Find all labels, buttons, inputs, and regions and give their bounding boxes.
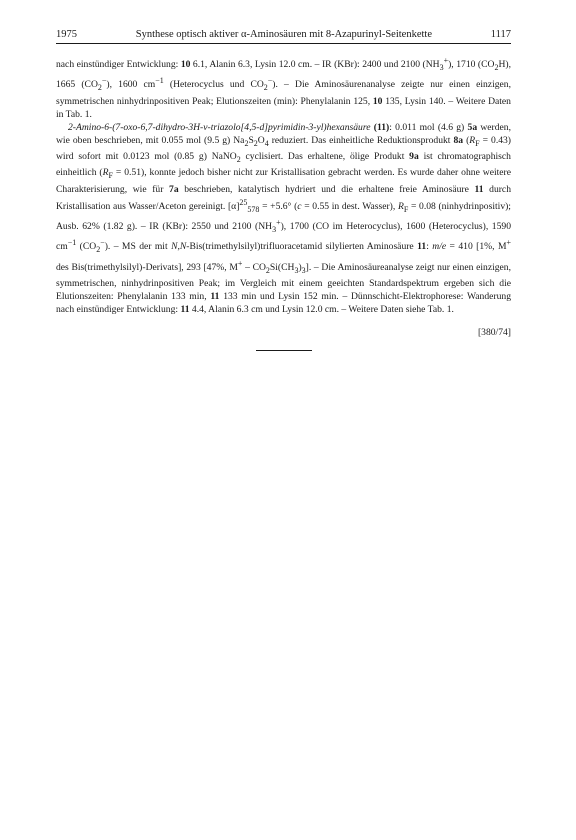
paragraph-continuation: nach einstündiger Entwicklung: 10 6.1, Alanin 6.3, Lysin 12.0 cm. – IR (KBr): 2400 und 2100 $(NH_3^+)$, 1710 $(CO_2H)$, 1665 $(CO_2^-)$, 1600 $cm^{-1}$ (Heterocyclus und $CO_2^-$). – Die Aminosäurenanalyse zeigte nur einen einzigen, symmetrischen ninhydrinpositiven Peak; Elutionszeiten (min): Phenylalanin 125, 10 135, Lysin 140. – Weitere Daten in Tab. 1. xyxy=(56,56,511,120)
journal-year: 1975 xyxy=(56,29,77,40)
compound-ref: 8a xyxy=(453,135,464,147)
compound-ref: 10 xyxy=(180,59,191,71)
compound-ref: 9a xyxy=(409,151,419,163)
compound-ref: 11 xyxy=(417,241,427,253)
page xyxy=(56,28,511,351)
page-number: 1117 xyxy=(490,29,511,40)
paragraph-compound-11: 2-Amino-6-(7-oxo-6,7-dihydro-3H-v-triazolo[4,5-d]pyrimidin-3-yl)hexansäure (11): 0.011 mol (4.6 g) 5a werden, wie oben beschrieben, mit 0.055 mol (9.5 g) $Na_2S_2O_4$ reduziert. Das einheitliche Reduktionsprodukt 8a $(R_F = 0.43)$ wird sofort mit 0.0123 mol (0.85 g) NaNO$_2$ cyclisiert. Das erhaltene, ölige Produkt 9a ist chromatographisch einheitlich $(R_F = 0.51)$, konnte jedoch bisher nicht zur Kristallisation gebracht werden. Es wurde daher ohne weitere Charakterisierung, wie für 7a beschrieben, katalytisch hydriert und die erhaltene freie Aminosäure 11 durch Kristallisation aus Wasser/Aceton gereinigt. $[\alpha]^{25}_{578} = +5.6^\circ$ (c = 0.55 in dest. Wasser), $R_F = 0.08$ (ninhydrinpositiv); Ausb. 62% (1.82 g). – IR (KBr): 2550 und 2100 $(NH_3^+)$, 1700 (CO im Heterocyclus), 1600 (Heterocyclus), 1590 $cm^{-1}$ $(CO_2^-)$. – MS der mit N,N-Bis(trimethylsilyl)trifluoracetamid silylierten Aminosäure 11: m/e = 410 [1%, M+ des Bis(trimethylsilyl)-Derivats], 293 [47%, $M^+ - CO_2Si(CH_3)_3$]. – Die Aminosäureanalyse zeigt nur einen einzigen, symmetrischen, ninhydrinpositiven Peak; im Vergleich mit einem geeichten Standardspektrum ergeben sich die Elutionszeiten: Phenylalanin 133 min, 11 133 min und Lysin 152 min. – Dünnschicht-Elektrophorese: Wanderung nach einstündiger Entwicklung: 11 4.4, Alanin 6.3 cm und Lysin 12.0 cm. – Weitere Daten siehe Tab. 1. xyxy=(56,122,512,316)
end-rule xyxy=(256,350,312,351)
compound-ref: 7a xyxy=(169,183,179,195)
compound-ref: 5a xyxy=(467,122,478,133)
compound-ref: 11 xyxy=(180,304,190,316)
running-header xyxy=(56,28,511,44)
compound-ref: 11 xyxy=(210,291,220,303)
compound-ref: 11 xyxy=(474,183,484,195)
compound-number: (11) xyxy=(373,122,390,133)
running-title: Synthese optisch aktiver α-Aminosäuren mit 8-Azapurinyl-Seitenkette xyxy=(135,29,432,40)
manuscript-reference: [380/74] xyxy=(477,326,511,338)
compound-ref: 10 xyxy=(372,95,383,107)
compound-name: 2-Amino-6-(7-oxo-6,7-dihydro-3H-v-triazolo[4,5-d]pyrimidin-3-yl)hexansäure xyxy=(68,122,371,133)
